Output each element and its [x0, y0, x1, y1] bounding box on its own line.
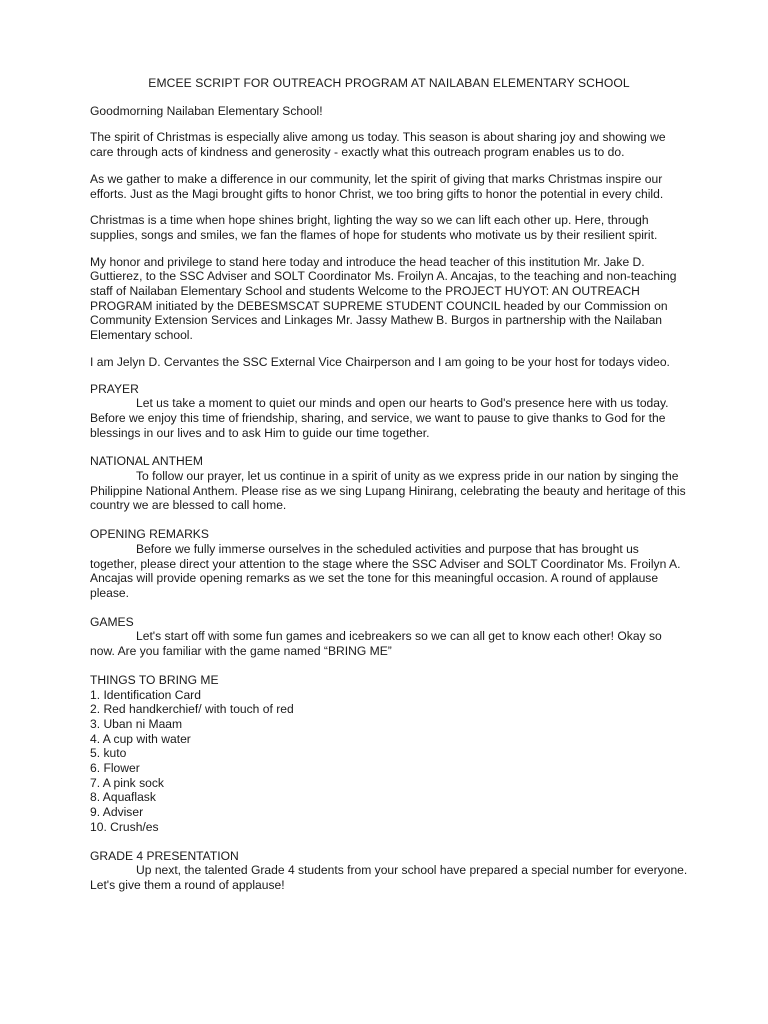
section-text-national-anthem: To follow our prayer, let us continue in a spirit of unity as we express pride in our nation by singing the Philippine National Anthem. Please rise as we sing Lupang Hinirang, celebrating the beauty and heritage of this country we are blessed to call home.: [90, 469, 686, 513]
list-item: 8. Aquaflask: [90, 790, 156, 805]
document-page: [90, 76, 688, 907]
paragraph-christmas-spirit: The spirit of Christmas is especially alive among us today. This season is about sharing joy and showing we care through acts of kindness and generosity - exactly what this outreach program enables us to do.: [90, 130, 666, 160]
section-national-anthem: [90, 454, 688, 513]
document-title: EMCEE SCRIPT FOR OUTREACH PROGRAM AT NAILABAN ELEMENTARY SCHOOL: [148, 76, 630, 90]
list-item: 2. Red handkerchief/ with touch of red: [90, 702, 294, 717]
section-text-grade-4-presentation: Up next, the talented Grade 4 students from your school have prepared a special number for everyone. Let's give them a round of applause!: [90, 863, 688, 892]
section-prayer: [90, 382, 688, 441]
section-heading-national-anthem: NATIONAL ANTHEM: [90, 454, 203, 469]
section-opening-remarks: [90, 527, 688, 601]
things-to-bring-list: [90, 688, 688, 835]
list-item: 5. kuto: [90, 746, 127, 761]
section-things-to-bring: [90, 673, 688, 835]
list-item: 3. Uban ni Maam: [90, 716, 183, 731]
section-text-games: Let's start off with some fun games and icebreakers so we can all get to know each other! Okay so now. Are you familiar with the game named “BRING ME”: [90, 629, 662, 659]
section-grade-4-presentation: [90, 849, 688, 893]
section-heading-opening-remarks: OPENING REMARKS: [90, 527, 209, 542]
paragraph-giving: As we gather to make a difference in our community, let the spirit of giving that marks Christmas inspire our efforts. Just as the Magi brought gifts to honor Christ, we too bring gifts to honor the potential in every child.: [90, 171, 664, 201]
list-item: 6. Flower: [90, 761, 140, 776]
list-item: 9. Adviser: [90, 805, 144, 820]
paragraph-host: I am Jelyn D. Cervantes the SSC External Vice Chairperson and I am going to be your host for todays video.: [90, 354, 670, 369]
section-text-opening-remarks: Before we fully immerse ourselves in the scheduled activities and purpose that has brought us together, please direct your attention to the stage where the SSC Adviser and SOLT Coordinator Ms. Froilyn A. Ancajas will provide opening remarks as we set the tone for this meaningful occasion. A round of applause please.: [90, 541, 681, 600]
section-text-prayer: Let us take a moment to quiet our minds and open our hearts to God's presence here with us today. Before we enjoy this time of friendship, sharing, and service, we want to pause to give thanks to God for the blessings in our lives and to ask Him to guide our time together.: [90, 396, 669, 440]
section-heading-grade-4-presentation: GRADE 4 PRESENTATION: [90, 848, 239, 863]
list-item: 1. Identification Card: [90, 687, 201, 702]
section-heading-games: GAMES: [90, 614, 134, 629]
list-item: 4. A cup with water: [90, 731, 191, 746]
paragraph-hope: Christmas is a time when hope shines bright, lighting the way so we can lift each other up. Here, through supplies, songs and smiles, we fan the flames of hope for students who motivate us by their resilient spirit.: [90, 213, 658, 242]
greeting: Goodmorning Nailaban Elementary School!: [90, 103, 323, 118]
list-item: 10. Crush/es: [90, 819, 159, 834]
paragraph-introduction: My honor and privilege to stand here today and introduce the head teacher of this institution Mr. Jake D. Guttierez, to the SSC Adviser and SOLT Coordinator Ms. Froilyn A. Ancajas, to the teaching and non-teaching staff of Nailaban Elementary School and students Welcome to the PROJECT HUYOT: AN OUTREACH PROGRAM initiated by the DEBESMSCAT SUPREME STUDENT COUNCIL headed by our Commission on Community Extension Services and Linkages Mr. Jassy Mathew B. Burgos in partnership with the Nailaban Elementary school.: [90, 254, 677, 343]
section-heading-things-to-bring: THINGS TO BRING ME: [90, 672, 219, 687]
section-games: [90, 615, 688, 659]
section-heading-prayer: PRAYER: [90, 381, 139, 396]
list-item: 7. A pink sock: [90, 775, 164, 790]
